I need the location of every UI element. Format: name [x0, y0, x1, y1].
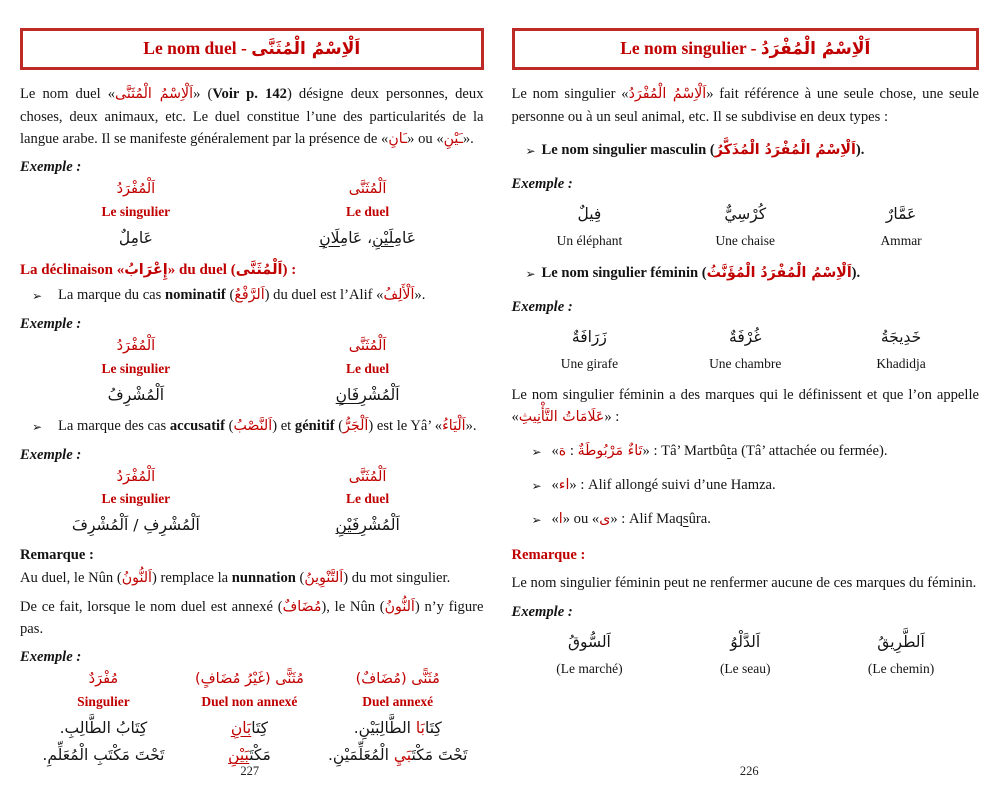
exemple-label: Exemple :: [20, 159, 82, 176]
arrow-bullet-icon: ➢: [32, 288, 43, 303]
french-label: Le duel: [346, 360, 390, 376]
arabic-sentence: مَكْتَبَيْنِ: [228, 746, 271, 765]
arabic-heading: مُثَنًّى (غَيْرُ مُضَافٍ): [194, 671, 304, 688]
example-item: [823, 201, 979, 251]
french-label: Le duel: [346, 491, 390, 507]
french-label: Le singulier: [101, 491, 171, 507]
exemple-label: Exemple :: [511, 603, 573, 620]
arabic-word: غُرْفَةٌ: [729, 327, 762, 346]
page-title-left: Le nom duel - اَلْاِسْمُ الْمُثَنَّى: [20, 28, 484, 70]
table1-col-singulier: [20, 179, 252, 252]
arabic-word: فِيلٌ: [577, 204, 602, 223]
arabic-word: اَلطَّرِيقُ: [877, 632, 925, 651]
arrow-bullet-icon: ➢: [531, 512, 542, 527]
arabic-word: اَلْمُشْرِفَانِ: [335, 385, 400, 404]
bullet-alif-hamza: ➢ «اء» : Alif allongé suivi d’une Hamza.: [512, 475, 980, 497]
table3-col-duel: [252, 467, 484, 540]
example-row-feminin: [512, 324, 980, 374]
exemple-label: Exemple :: [20, 315, 82, 332]
example-table-3: [20, 467, 484, 540]
french-label: Duel annexé: [362, 694, 434, 710]
french-label: Le singulier: [101, 360, 171, 376]
arabic-heading: مُثَنًّى (مُضَافٌ): [355, 671, 440, 688]
caption: (Le seau): [719, 660, 771, 676]
example-item: [823, 324, 979, 374]
arrow-bullet-icon: ➢: [531, 478, 542, 493]
bullet-ta-marbuta: ➢ «ة : تَاءٌ مَرْبُوطَةٌ» : Tâ’ Martbûta (Tâ’ attachée ou fermée).: [512, 441, 980, 463]
arabic-word: عَامِلٌ: [118, 228, 153, 247]
french-label: Le duel: [346, 203, 390, 219]
exemple-label: Exemple :: [511, 298, 573, 315]
arabic-heading: مُفْرَدٌ: [88, 671, 119, 688]
arabic-heading: اَلْمُفْرَدُ: [116, 468, 156, 485]
arabic-word: اَلدَّلْوُ: [730, 632, 761, 651]
bullet-masculin: ➢ Le nom singulier masculin (اَلْاِسْمُ الْمُفْرَدُ الْمُذَكَّرُ).: [512, 140, 980, 162]
arabic-word: عَامِلَيْنِ، عَامِلَانِ: [319, 228, 416, 247]
example-table-4: [20, 669, 484, 769]
french-label: Le singulier: [101, 203, 171, 219]
arabic-heading: اَلْمُفْرَدُ: [116, 337, 156, 354]
caption: Khadidja: [876, 355, 926, 371]
arrow-bullet-icon: ➢: [32, 419, 43, 434]
bullet-accusatif-genitif: ➢ La marque des cas accusatif (اَلنَّصْبُ) et génitif (اَلْجَرُّ) est le Yâ’ «اَلْيَاءُ».: [20, 416, 484, 438]
arabic-heading: اَلْمُثَنَّى: [348, 337, 387, 354]
table4-col-duel-non-annexe: [187, 669, 312, 769]
arabic-word: خَدِيجَةُ: [880, 327, 922, 346]
arabic-heading: اَلْمُفْرَدُ: [116, 181, 156, 198]
caption: Ammar: [880, 232, 922, 248]
example-item: [512, 201, 668, 251]
table4-col-singulier: [20, 669, 187, 769]
page-number-left: 227: [240, 764, 260, 778]
example-item: [512, 629, 668, 679]
arabic-word: عَمَّارٌ: [885, 204, 917, 223]
arrow-bullet-icon: ➢: [531, 444, 542, 459]
arrow-bullet-icon: ➢: [525, 266, 536, 281]
bullet-nominatif: ➢ La marque du cas nominatif (اَلرَّفْعُ) du duel est l’Alif «اَلْأَلِفُ».: [20, 285, 484, 307]
arabic-sentence: تَحْتَ مَكْتَبِ الْمُعَلِّمِ.: [42, 746, 165, 765]
arabic-word: اَلْمُشْرِفِ / اَلْمُشْرِفَ: [71, 516, 200, 535]
example-row-masculin: [512, 201, 980, 251]
remarque-text: Le nom singulier féminin peut ne renfermer aucune de ces marques du féminin.: [511, 574, 977, 591]
remarque-line-2: De ce fait, lorsque le nom duel est annexé (مُضَافٌ), le Nûn (اَلنُّونُ) n’y figure pas.: [20, 598, 484, 638]
page-number-right: 226: [739, 764, 759, 778]
caption: Une chaise: [715, 232, 776, 248]
exemple-label: Exemple :: [511, 175, 573, 192]
caption: Un éléphant: [556, 232, 623, 248]
french-label: Singulier: [77, 694, 130, 710]
table2-col-duel: [252, 336, 484, 409]
arabic-word: كُرْسِيٌّ: [724, 204, 767, 223]
arrow-bullet-icon: ➢: [525, 143, 536, 158]
example-item: [823, 629, 979, 679]
bullet-alif-maqsura: ➢ «ا» ou «ى» : Alif Maqsûra.: [512, 509, 980, 531]
remarque-label: Remarque :: [511, 546, 586, 563]
arabic-word: زَرَافَةٌ: [571, 327, 607, 346]
example-item: [512, 324, 668, 374]
page-right: [500, 0, 999, 795]
example-row-no-marks: [512, 629, 980, 679]
arabic-word: اَلْمُشْرِفُ: [107, 385, 165, 404]
caption: (Le chemin): [867, 660, 935, 676]
arabic-sentence: كِتَابَا الطَّالِبَيْنِ.: [353, 719, 442, 738]
arabic-heading: اَلْمُثَنَّى: [348, 181, 387, 198]
example-table-2: [20, 336, 484, 409]
remarque-line-1: Au duel, le Nûn (اَلنُّونُ) remplace la nunnation (اَلتَّنْوِينُ) du mot singulier.: [20, 570, 451, 587]
table2-col-singulier: [20, 336, 252, 409]
example-item: [667, 629, 823, 679]
arabic-sentence: تَحْتَ مَكْتَبَيِ الْمُعَلِّمَيْنِ.: [327, 746, 468, 765]
intro-paragraph: Le nom singulier «اَلْاِسْمُ الْمُفْرَدُ» fait référence à une seule chose, une seule personne ou à un seul animal, etc. Il se subdivise en deux types :: [511, 86, 979, 125]
exemple-label: Exemple :: [20, 446, 82, 463]
declension-heading: La déclinaison «إِعْرَابُ» du duel (اَلْمُثَنَّى) :: [20, 260, 297, 278]
arabic-word: اَلسُّوقُ: [567, 632, 611, 651]
exemple-label: Exemple :: [20, 649, 82, 666]
caption: (Le marché): [556, 660, 623, 676]
feminine-marks-paragraph: Le nom singulier féminin a des marques qui le définissent et que l’on appelle «عَلَامَاتُ التَّأْنِيثِ» :: [511, 387, 979, 426]
bullet-feminin: ➢ Le nom singulier féminin (اَلْاِسْمُ الْمُفْرَدُ الْمُؤَنَّثُ).: [512, 263, 980, 285]
example-table-1: [20, 179, 484, 252]
intro-paragraph: Le nom duel «اَلْاِسْمُ الْمُثَنَّى» (Voir p. 142) désigne deux personnes, deux choses, deux animaux, etc. Le duel constitue l’une des particularités de la langue arabe. Il se manifeste généralement par la présence de «ـَانِ» ou «ـَيْنِ».: [20, 86, 484, 147]
table4-col-duel-annexe: [312, 669, 483, 769]
arabic-sentence: كِتَابُ الطَّالِبِ.: [59, 719, 148, 738]
caption: Une girafe: [560, 355, 619, 371]
caption: Une chambre: [709, 355, 782, 371]
french-label: Duel non annexé: [201, 694, 298, 710]
example-item: [667, 201, 823, 251]
page-title-right: Le nom singulier - اَلْاِسْمُ الْمُفْرَدُ: [512, 28, 980, 70]
arabic-heading: اَلْمُثَنَّى: [348, 468, 387, 485]
remarque-label: Remarque :: [20, 547, 94, 564]
example-item: [667, 324, 823, 374]
arabic-word: اَلْمُشْرِفَيْنِ: [335, 516, 400, 535]
table1-col-duel: [252, 179, 484, 252]
table3-col-singulier: [20, 467, 252, 540]
arabic-sentence: كِتَابَانِ: [230, 719, 269, 738]
